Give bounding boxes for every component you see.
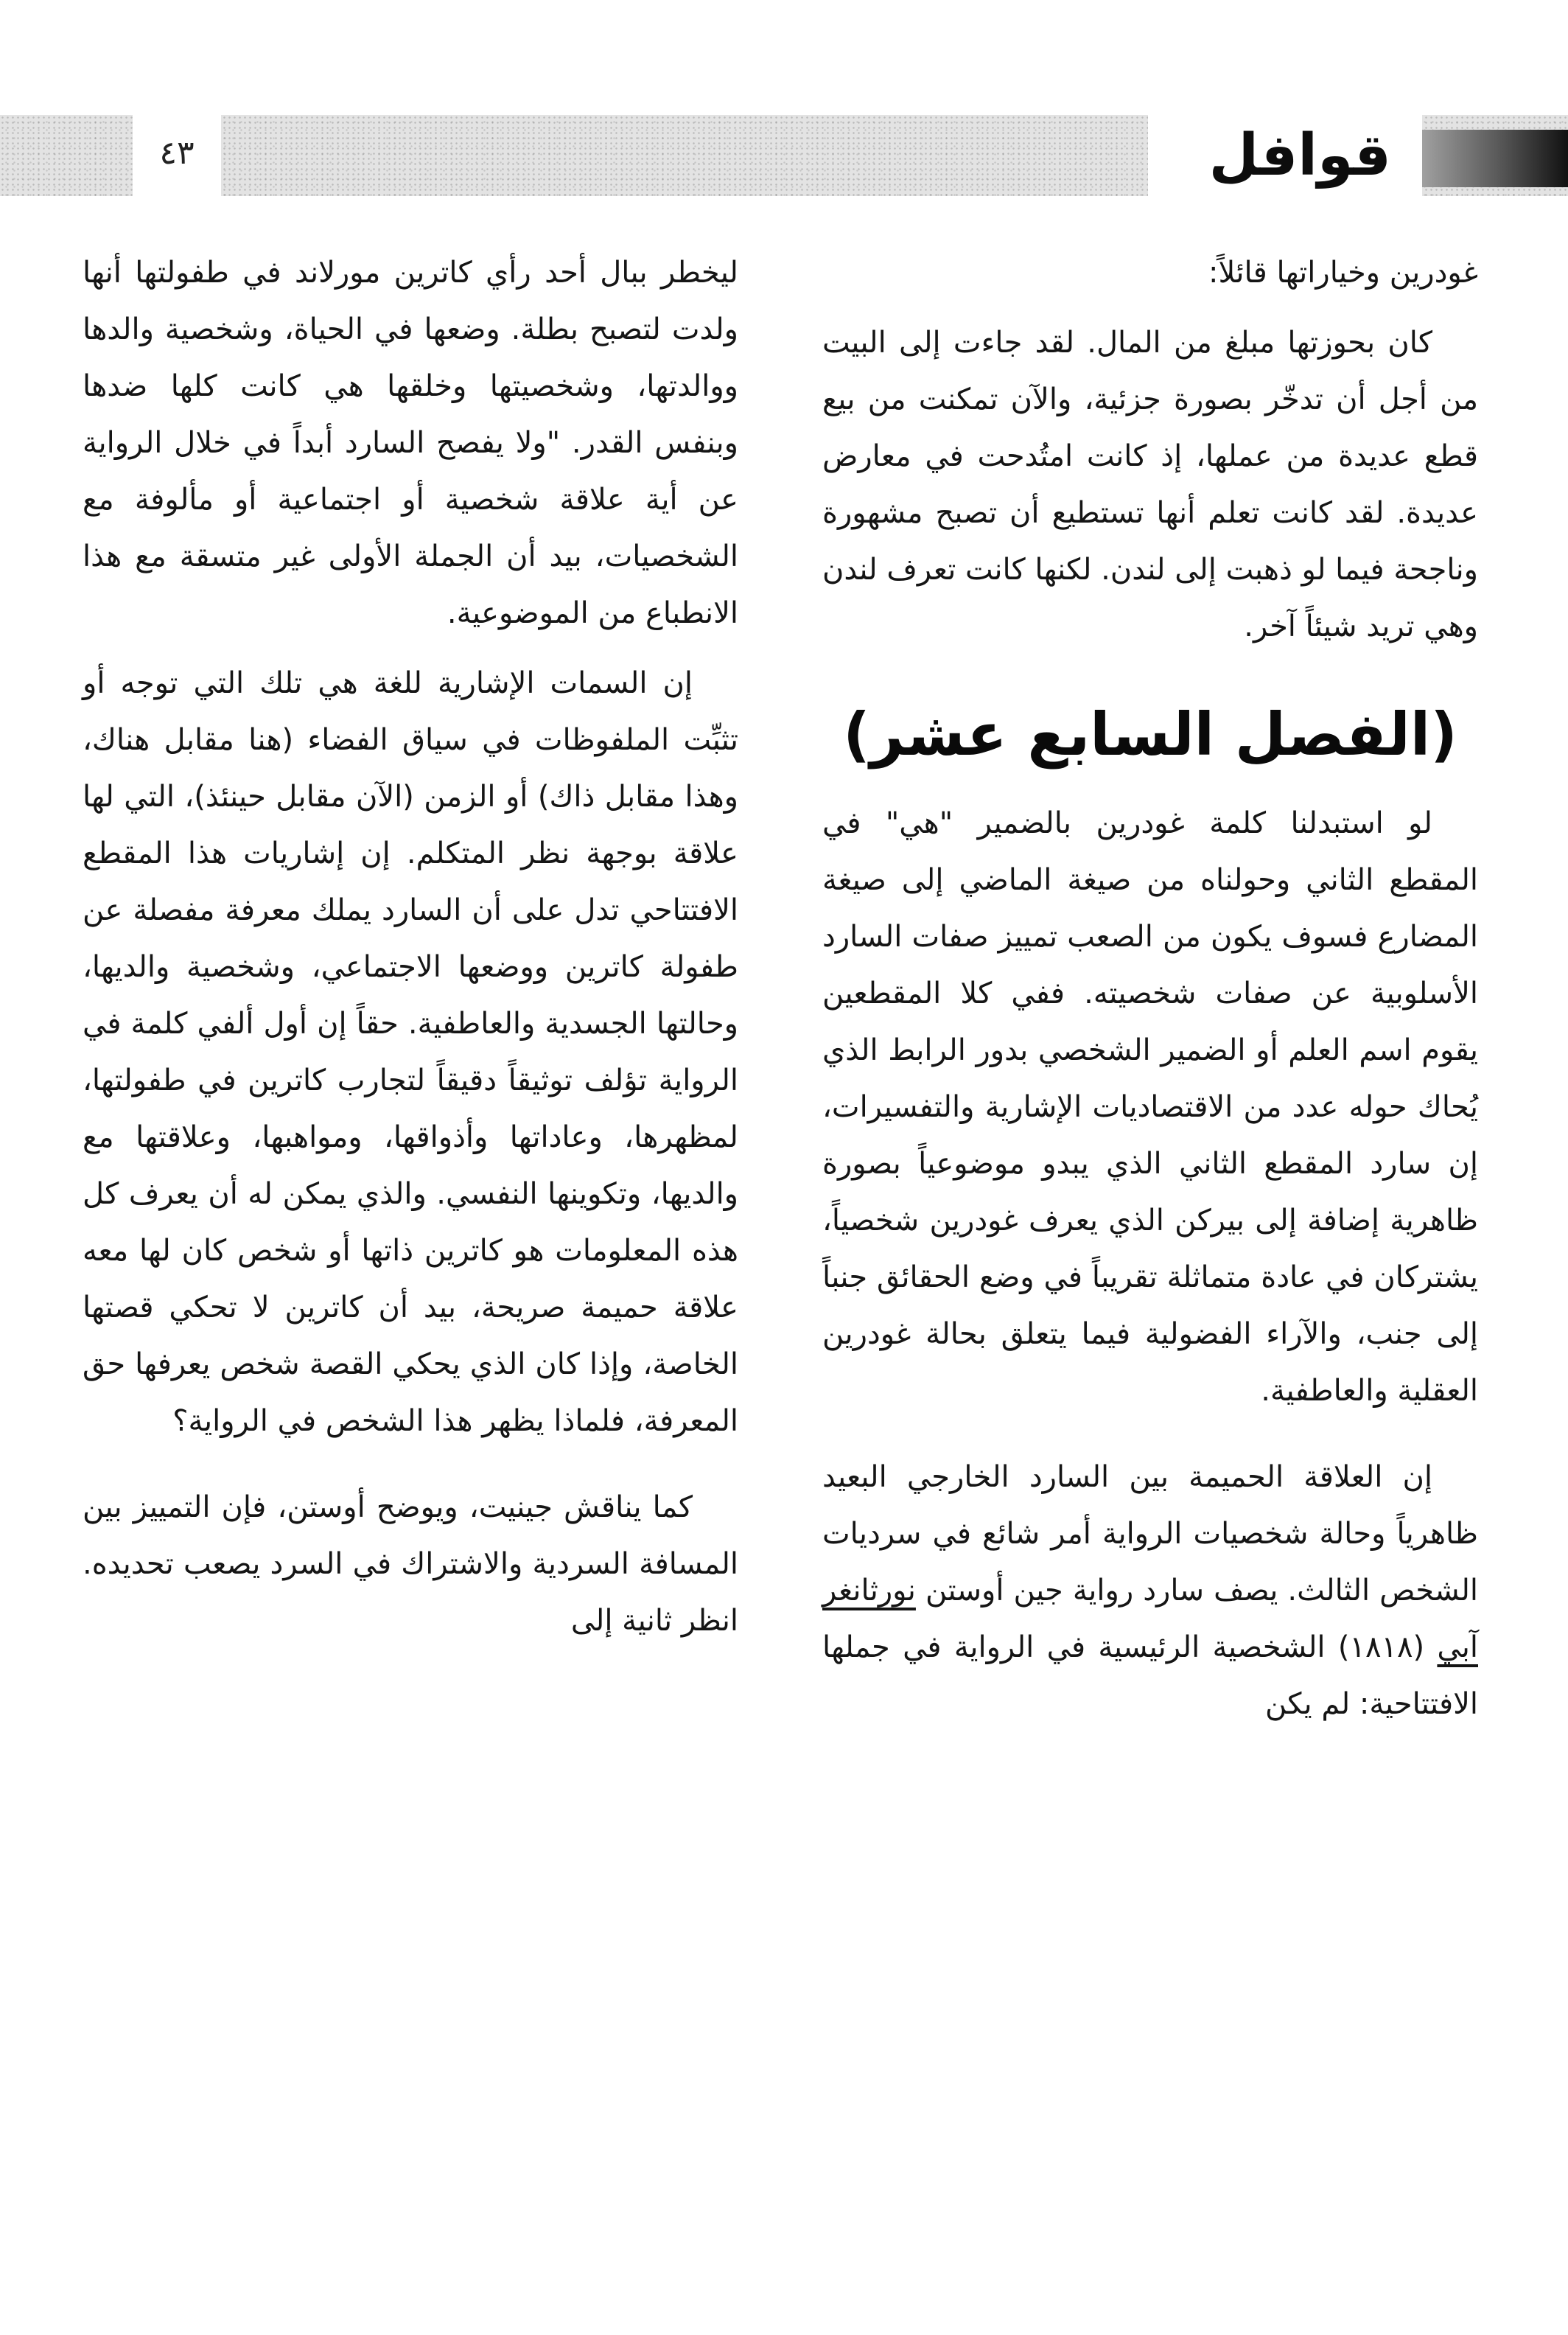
left-paragraph-1: ليخطر ببال أحد رأي كاترين مورلاند في طفولتها أنها ولدت لتصبح بطلة. وضعها في الحياة، وشخصية والدها ووالدتها، وشخصيتها وخلقها هي كانت كلها ضدها وبنفس القدر. "ولا يفصح السارد أبداً في خلال الرواية عن أية علاقة شخصية أو اجتماعية أو مألوفة مع الشخصيات، بيد أن الجملة الأولى غير متسقة مع هذا الانطباع من الموضوعية. [83, 256, 738, 630]
left-column [83, 245, 738, 1679]
right-column [822, 245, 1478, 1762]
header-decoration-block [1422, 130, 1568, 187]
page-number: ٤٣ [159, 134, 195, 172]
right-paragraph-4-start: إن العلاقة الحميمة بين السارد الخارجي البعيد ظاهرياً وحالة شخصيات الرواية أمر شائع في سرديات الشخص الثالث. يصف سارد رواية جين أوستن [822, 1460, 1478, 1608]
left-paragraph-3: كما يناقش جينيت، ويوضح أوستن، فإن التمييز بين المسافة السردية والاشتراك في السرد يصعب تحديده. انظر ثانية إلى [83, 1490, 738, 1638]
section-title: قوافل [1208, 122, 1391, 189]
chapter-heading: (الفصل السابع عشر) [843, 700, 1457, 769]
right-paragraph-2: كان بحوزتها مبلغ من المال. لقد جاءت إلى البيت من أجل أن تدخّر بصورة جزئية، والآن تمكنت من بيع قطع عديدة من عملها، إذ كانت امتُدحت في معارض عديدة. لقد كانت تعلم أنها تستطيع أن تصبح مشهورة وناجحة فيما لو ذهبت إلى لندن. لكنها كانت تعرف لندن وهي تريد شيئاً آخر. [822, 326, 1478, 643]
left-paragraph-2: إن السمات الإشارية للغة هي تلك التي توجه أو تثبِّت الملفوظات في سياق الفضاء (هنا مقابل هناك، وهذا مقابل ذاك) أو الزمن (الآن مقابل حينئذ)، التي لها علاقة بوجهة نظر المتكلم. إن إشاريات هذا المقطع الافتتاحي تدل على أن السارد يملك معرفة مفصلة عن طفولة كاترين ووضعها الاجتماعي، وشخصية والديها، وحالتها الجسدية والعاطفية. حقاً إن أول ألفي كلمة في الرواية تؤلف توثيقاً دقيقاً لتجارب كاترين في طفولتها، لمظهرها، وعاداتها وأذواقها، ومواهبها، وعلاقتها مع والديها، وتكوينها النفسي. والذي يمكن له أن يعرف كل هذه المعلومات هو كاترين ذاتها أو شخص كان لها معه علاقة حميمة صريحة، بيد أن كاترين لا تحكي قصتها الخاصة، وإذا كان الذي يحكي القصة شخص يعرفها حق المعرفة، فلماذا يظهر هذا الشخص في الرواية؟ [83, 666, 738, 1438]
right-paragraph-3: لو استبدلنا كلمة غودرين بالضمير "هي" في المقطع الثاني وحولناه من صيغة الماضي إلى صيغة المضارع فسوف يكون من الصعب تمييز صفات السارد الأسلوبية عن صفات شخصيته. ففي كلا المقطعين يقوم اسم العلم أو الضمير الشخصي بدور الرابط الذي يُحاك حوله عدد من الاقتصاديات الإشارية والتفسيرات، إن سارد المقطع الثاني الذي يبدو موضوعياً بصورة ظاهرية إضافة إلى بيركن الذي يعرف غودرين شخصياً، يشتركان في عادة متماثلة تقريباً في وضع الحقائق جنباً إلى جنب، والآراء الفضولية فيما يتعلق بحالة غودرين العقلية والعاطفية. [822, 806, 1478, 1408]
right-paragraph-4-end: (١٨١٨) الشخصية الرئيسية في الرواية في جملها الافتتاحية: لم يكن [822, 1630, 1478, 1721]
right-paragraph-4 [822, 1449, 1478, 1733]
novel-title-underlined: نورثانغر آبي [822, 1574, 1478, 1664]
right-paragraph-1: غودرين وخياراتها قائلاً: [1208, 256, 1478, 290]
